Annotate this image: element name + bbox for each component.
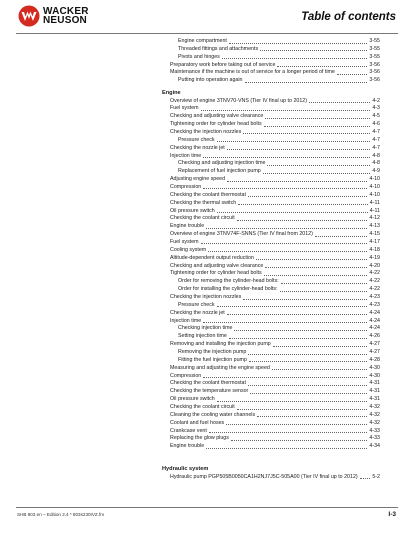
toc-entry-title: Cleaning the cooling water channels — [170, 411, 256, 418]
toc-entry[interactable] — [170, 215, 380, 222]
toc-entry-title: Checking the thermal switch — [170, 199, 237, 206]
toc-entry[interactable] — [178, 54, 380, 61]
toc-dot-leader — [203, 376, 367, 378]
toc-entry[interactable] — [170, 404, 380, 411]
toc-entry-page: 4-34 — [369, 443, 380, 450]
toc-dot-leader — [267, 164, 370, 166]
toc-dot-leader — [227, 313, 368, 315]
toc-entry[interactable] — [170, 443, 380, 450]
toc-dot-leader — [273, 345, 368, 347]
toc-dot-leader — [231, 439, 367, 441]
toc-entry-title: Preparatory work before taking out of service — [170, 61, 276, 68]
toc-entry-page: 4-22 — [369, 278, 380, 285]
toc-dot-leader — [243, 132, 370, 134]
toc-entry[interactable] — [178, 278, 380, 285]
toc-dot-leader — [217, 140, 371, 142]
toc-entry-page: 4-10 — [369, 183, 380, 190]
toc-entry-title: Cooling system — [170, 246, 207, 253]
toc-dot-leader — [217, 305, 368, 307]
toc-entry[interactable] — [178, 286, 380, 293]
toc-entry[interactable] — [170, 318, 380, 325]
toc-entry[interactable] — [170, 428, 380, 435]
footer-document-info: SHB 803 en – Edition 2.4 * 803s230IVZ.fm — [17, 512, 105, 517]
toc-entry[interactable] — [170, 113, 380, 120]
toc-dot-leader — [309, 101, 370, 103]
toc-dot-leader — [243, 298, 367, 300]
toc-dot-leader — [248, 353, 367, 355]
toc-dot-leader — [315, 235, 368, 237]
toc-entry[interactable] — [170, 420, 380, 427]
toc-entry-page: 4-13 — [369, 223, 380, 230]
toc-entry-title: Removing and installing the injection pump — [170, 341, 271, 348]
toc-entry-title: Tightening order for cylinder head bolts — [170, 121, 262, 128]
toc-entry[interactable] — [170, 153, 380, 160]
toc-entry[interactable] — [178, 168, 380, 175]
toc-entry-title: Checking the nozzle jet — [170, 144, 225, 151]
toc-entry-page: 4-32 — [369, 411, 380, 418]
toc-entry-page: 4-28 — [369, 356, 380, 363]
toc-entry[interactable] — [178, 38, 380, 45]
toc-dot-leader — [360, 477, 371, 479]
toc-entry[interactable] — [178, 46, 380, 53]
toc-dot-leader — [227, 148, 371, 150]
toc-entry-page: 4-7 — [372, 144, 380, 151]
toc-entry-title: Checking the injection nozzles — [170, 128, 242, 135]
toc-entry-title: Checking the nozzle jet — [170, 309, 225, 316]
brand-line-1: WACKER — [43, 6, 89, 17]
toc-entry-title: Injection time — [170, 317, 202, 324]
toc-entry[interactable] — [178, 302, 380, 309]
toc-dot-leader — [260, 49, 367, 51]
toc-dot-leader — [226, 423, 367, 425]
header-rule — [16, 33, 398, 34]
toc-entry[interactable] — [170, 231, 380, 238]
toc-entry-title: Pressure check — [178, 136, 215, 143]
toc-entry-page: 4-9 — [372, 168, 380, 175]
toc-entry-page: 4-10 — [369, 176, 380, 183]
toc-entry-page: 4-22 — [369, 270, 380, 277]
toc-entry[interactable] — [170, 184, 380, 191]
toc-dot-leader — [238, 203, 368, 205]
toc-entry-page: 4-6 — [372, 121, 380, 128]
toc-dot-leader — [250, 392, 367, 394]
toc-entry[interactable] — [170, 247, 380, 254]
toc-dot-leader — [222, 57, 368, 59]
toc-dot-leader — [203, 187, 367, 189]
toc-entry-title: Fuel system — [170, 105, 199, 112]
toc-dot-leader — [265, 266, 367, 268]
toc-entry-title: Putting into operation again — [178, 77, 243, 84]
toc-dot-leader — [227, 180, 367, 182]
toc-entry-page: 4-7 — [372, 128, 380, 135]
wacker-neuson-logo — [18, 5, 89, 27]
toc-entry[interactable] — [170, 388, 380, 395]
brand-line-2: NEUSON — [43, 15, 87, 26]
toc-entry-title: Checking injection time — [178, 325, 233, 332]
toc-entry-page: 4-26 — [369, 333, 380, 340]
toc-entry-page: 5-2 — [372, 473, 380, 480]
toc-dot-leader — [201, 242, 368, 244]
toc-entry[interactable] — [170, 373, 380, 380]
toc-entry-page: 4-15 — [369, 231, 380, 238]
toc-entry-title: Setting injection time — [178, 333, 227, 340]
toc-entry-title: Checking the temperature sensor — [170, 388, 249, 395]
toc-entry-page: 3-55 — [369, 45, 380, 52]
toc-dot-leader — [265, 117, 370, 119]
toc-dot-leader — [229, 337, 368, 339]
toc-dot-leader — [201, 109, 371, 111]
toc-dot-leader — [217, 211, 368, 213]
toc-entry[interactable] — [170, 208, 380, 215]
page-header — [0, 0, 416, 34]
toc-entry[interactable] — [170, 294, 380, 301]
toc-entry-page: 4-30 — [369, 364, 380, 371]
toc-entry-page: 4-22 — [369, 286, 380, 293]
toc-dot-leader — [257, 415, 367, 417]
toc-entry[interactable] — [170, 239, 380, 246]
toc-dot-leader — [248, 384, 367, 386]
toc-entry-page: 3-55 — [369, 53, 380, 60]
toc-entry[interactable] — [170, 341, 380, 348]
toc-entry-title: Oil pressure switch — [170, 207, 215, 214]
toc-entry-title: Removing the injection pump — [178, 349, 247, 356]
toc-entry-page: 4-24 — [369, 309, 380, 316]
toc-entry-title: Checking the injection nozzles — [170, 294, 242, 300]
toc-dot-leader — [272, 368, 368, 370]
toc-entry-page: 4-30 — [369, 372, 380, 379]
toc-dot-leader — [264, 125, 371, 127]
toc-entry[interactable] — [170, 69, 380, 76]
toc-dot-leader — [203, 156, 370, 158]
toc-dot-leader — [249, 360, 367, 362]
toc-entry-page: 4-24 — [369, 325, 380, 332]
toc-entry-title: Order for removing the cylinder-head bolts: — [178, 278, 279, 285]
toc-entry-page: 4-2 — [372, 97, 380, 104]
wacker-neuson-w-icon — [18, 5, 40, 27]
toc-entry-page: 4-24 — [369, 317, 380, 324]
toc-entry-page: 4-20 — [369, 262, 380, 269]
toc-dot-leader — [245, 81, 368, 83]
section-heading-hydraulic-system: Hydraulic system — [162, 466, 209, 472]
toc-entry-title: Coolant and fuel hoses — [170, 419, 225, 426]
toc-entry[interactable] — [178, 137, 380, 144]
toc-dot-leader — [237, 408, 368, 410]
toc-entry-page: 4-11 — [369, 207, 380, 214]
toc-entry[interactable] — [170, 435, 380, 442]
toc-entry[interactable] — [178, 349, 380, 356]
toc-entry-title: Oil pressure switch — [170, 396, 215, 403]
toc-dot-leader — [203, 321, 367, 323]
toc-entry-title: Replacement of fuel injection pump — [178, 168, 261, 175]
toc-entry[interactable] — [170, 105, 380, 112]
toc-entry[interactable] — [170, 223, 380, 230]
toc-entry-page: 4-23 — [369, 301, 380, 308]
toc-entry-title: Pivots and hinges — [178, 53, 220, 60]
toc-dot-leader — [337, 73, 368, 75]
toc-entry[interactable] — [170, 365, 380, 372]
toc-entry[interactable] — [170, 145, 380, 152]
toc-entry-page: 4-11 — [369, 199, 380, 206]
toc-entry-page: 4-23 — [369, 294, 380, 300]
toc-entry-page: 4-17 — [369, 238, 380, 245]
toc-entry-page: 4-27 — [369, 341, 380, 348]
toc-entry-title: Crankcase vent — [170, 427, 207, 434]
toc-entry-title: Checking and adjusting valve clearance — [170, 113, 264, 120]
toc-entry-page: 3-56 — [369, 61, 380, 68]
footer-rule — [16, 507, 398, 508]
toc-entry-page: 4-18 — [369, 246, 380, 253]
toc-entry[interactable] — [178, 333, 380, 340]
toc-entry-title: Engine trouble — [170, 223, 205, 230]
toc-entry-title: Overview of engine 3TNV74F-SNNS (Tier IV final from 2012) — [170, 231, 313, 238]
toc-entry-title: Fitting the fuel injection pump — [178, 356, 247, 363]
toc-entry[interactable] — [178, 357, 380, 364]
toc-entry[interactable] — [170, 200, 380, 207]
toc-entry[interactable] — [170, 62, 380, 69]
toc-entry-page: 4-33 — [369, 427, 380, 434]
toc-entry-page: 4-33 — [369, 435, 380, 442]
toc-entry-title: Altitude-dependent output reduction — [170, 254, 254, 261]
toc-dot-leader — [229, 42, 368, 44]
toc-dot-leader — [208, 250, 367, 252]
toc-entry-page: 4-31 — [369, 380, 380, 387]
toc-entry[interactable] — [170, 310, 380, 317]
toc-entry-title: Compression — [170, 372, 202, 379]
toc-entry[interactable] — [178, 160, 380, 167]
toc-entry[interactable] — [170, 121, 380, 128]
toc-entry-page: 4-5 — [372, 113, 380, 120]
toc-dot-leader — [263, 172, 371, 174]
toc-entry-title: Maintenance if the machine is out of service for a longer period of time — [170, 69, 335, 76]
toc-entry[interactable] — [170, 192, 380, 199]
toc-dot-leader — [264, 274, 368, 276]
toc-entry-page: 4-31 — [369, 388, 380, 395]
toc-entry-page: 4-31 — [369, 396, 380, 403]
toc-entry-page: 3-56 — [369, 69, 380, 76]
toc-entry[interactable] — [170, 263, 380, 270]
toc-entry[interactable] — [170, 270, 380, 277]
toc-entry[interactable] — [170, 396, 380, 403]
toc-entry-page: 4-19 — [369, 254, 380, 261]
toc-entry-page: 4-8 — [372, 160, 380, 167]
toc-entry-title: Threaded fittings and attachments — [178, 45, 259, 52]
section-heading-engine: Engine — [162, 90, 181, 96]
toc-entry-title: Injection time — [170, 152, 202, 159]
toc-entry[interactable] — [170, 98, 380, 105]
toc-entry-title: Checking the coolant thermostat — [170, 191, 246, 198]
toc-dot-leader — [237, 219, 368, 221]
toc-entry-title: Compression — [170, 183, 202, 190]
toc-entry[interactable] — [170, 412, 380, 419]
toc-entry-title: Engine compartment — [178, 38, 227, 44]
toc-dot-leader — [234, 329, 367, 331]
toc-entry[interactable] — [170, 129, 380, 136]
toc-entry-title: Engine trouble — [170, 443, 205, 450]
toc-entry[interactable] — [178, 325, 380, 332]
toc-entry-title: Order for installing the cylinder-head bolts: — [178, 286, 278, 293]
toc-entry-title: Checking and adjusting valve clearance — [170, 262, 264, 269]
toc-entry-title: Checking and adjusting injection time — [178, 160, 266, 167]
toc-entry-title: Checking the coolant circuit — [170, 404, 235, 411]
toc-entry-title: Tightening order for cylinder head bolts — [170, 270, 262, 277]
toc-dot-leader — [281, 282, 368, 284]
toc-entry[interactable] — [170, 255, 380, 262]
toc-entry-page: 3-56 — [369, 77, 380, 84]
page-title: Table of contents — [301, 11, 396, 23]
toc-entry-page: 4-10 — [369, 191, 380, 198]
toc-entry-page: 3-55 — [369, 38, 380, 44]
toc-dot-leader — [277, 65, 367, 67]
toc-entry-page: 4-32 — [369, 404, 380, 411]
toc-entry-page: 4-12 — [369, 215, 380, 222]
toc-entry-title: Overview of engine 3TNV70-VNS (Tier IV final up to 2012) — [170, 97, 307, 104]
toc-entry[interactable] — [170, 474, 380, 481]
toc-dot-leader — [217, 400, 368, 402]
toc-entry-page: 4-32 — [369, 419, 380, 426]
toc-dot-leader — [206, 227, 367, 229]
toc-entry-page: 4-8 — [372, 152, 380, 159]
toc-entry-title: Fuel system — [170, 238, 199, 245]
toc-entry-page: 4-27 — [369, 349, 380, 356]
toc-entry-title: Adjusting engine speed — [170, 176, 226, 183]
toc-entry-title: Hydraulic pump PGP505B0050CA1H2NJ7J5C-505A00 (Tier IV final up to 2012) — [170, 473, 358, 480]
toc-dot-leader — [248, 195, 367, 197]
toc-dot-leader — [256, 258, 367, 260]
toc-dot-leader — [280, 290, 368, 292]
toc-entry-title: Measuring and adjusting the engine speed — [170, 364, 270, 371]
toc-entry-title: Checking the coolant circuit — [170, 215, 235, 222]
toc-entry-title: Pressure check — [178, 301, 215, 308]
toc-entry[interactable] — [178, 77, 380, 84]
toc-entry-page: 4-7 — [372, 136, 380, 143]
toc-entry[interactable] — [170, 176, 380, 183]
toc-entry-title: Checking the coolant thermostat — [170, 380, 246, 387]
toc-dot-leader — [209, 431, 368, 433]
toc-entry[interactable] — [170, 380, 380, 387]
footer-page-number: I-3 — [388, 511, 396, 518]
toc-entry-title: Replacing the glow plugs — [170, 435, 229, 442]
toc-entry-page: 4-3 — [372, 105, 380, 112]
toc-dot-leader — [206, 447, 367, 449]
